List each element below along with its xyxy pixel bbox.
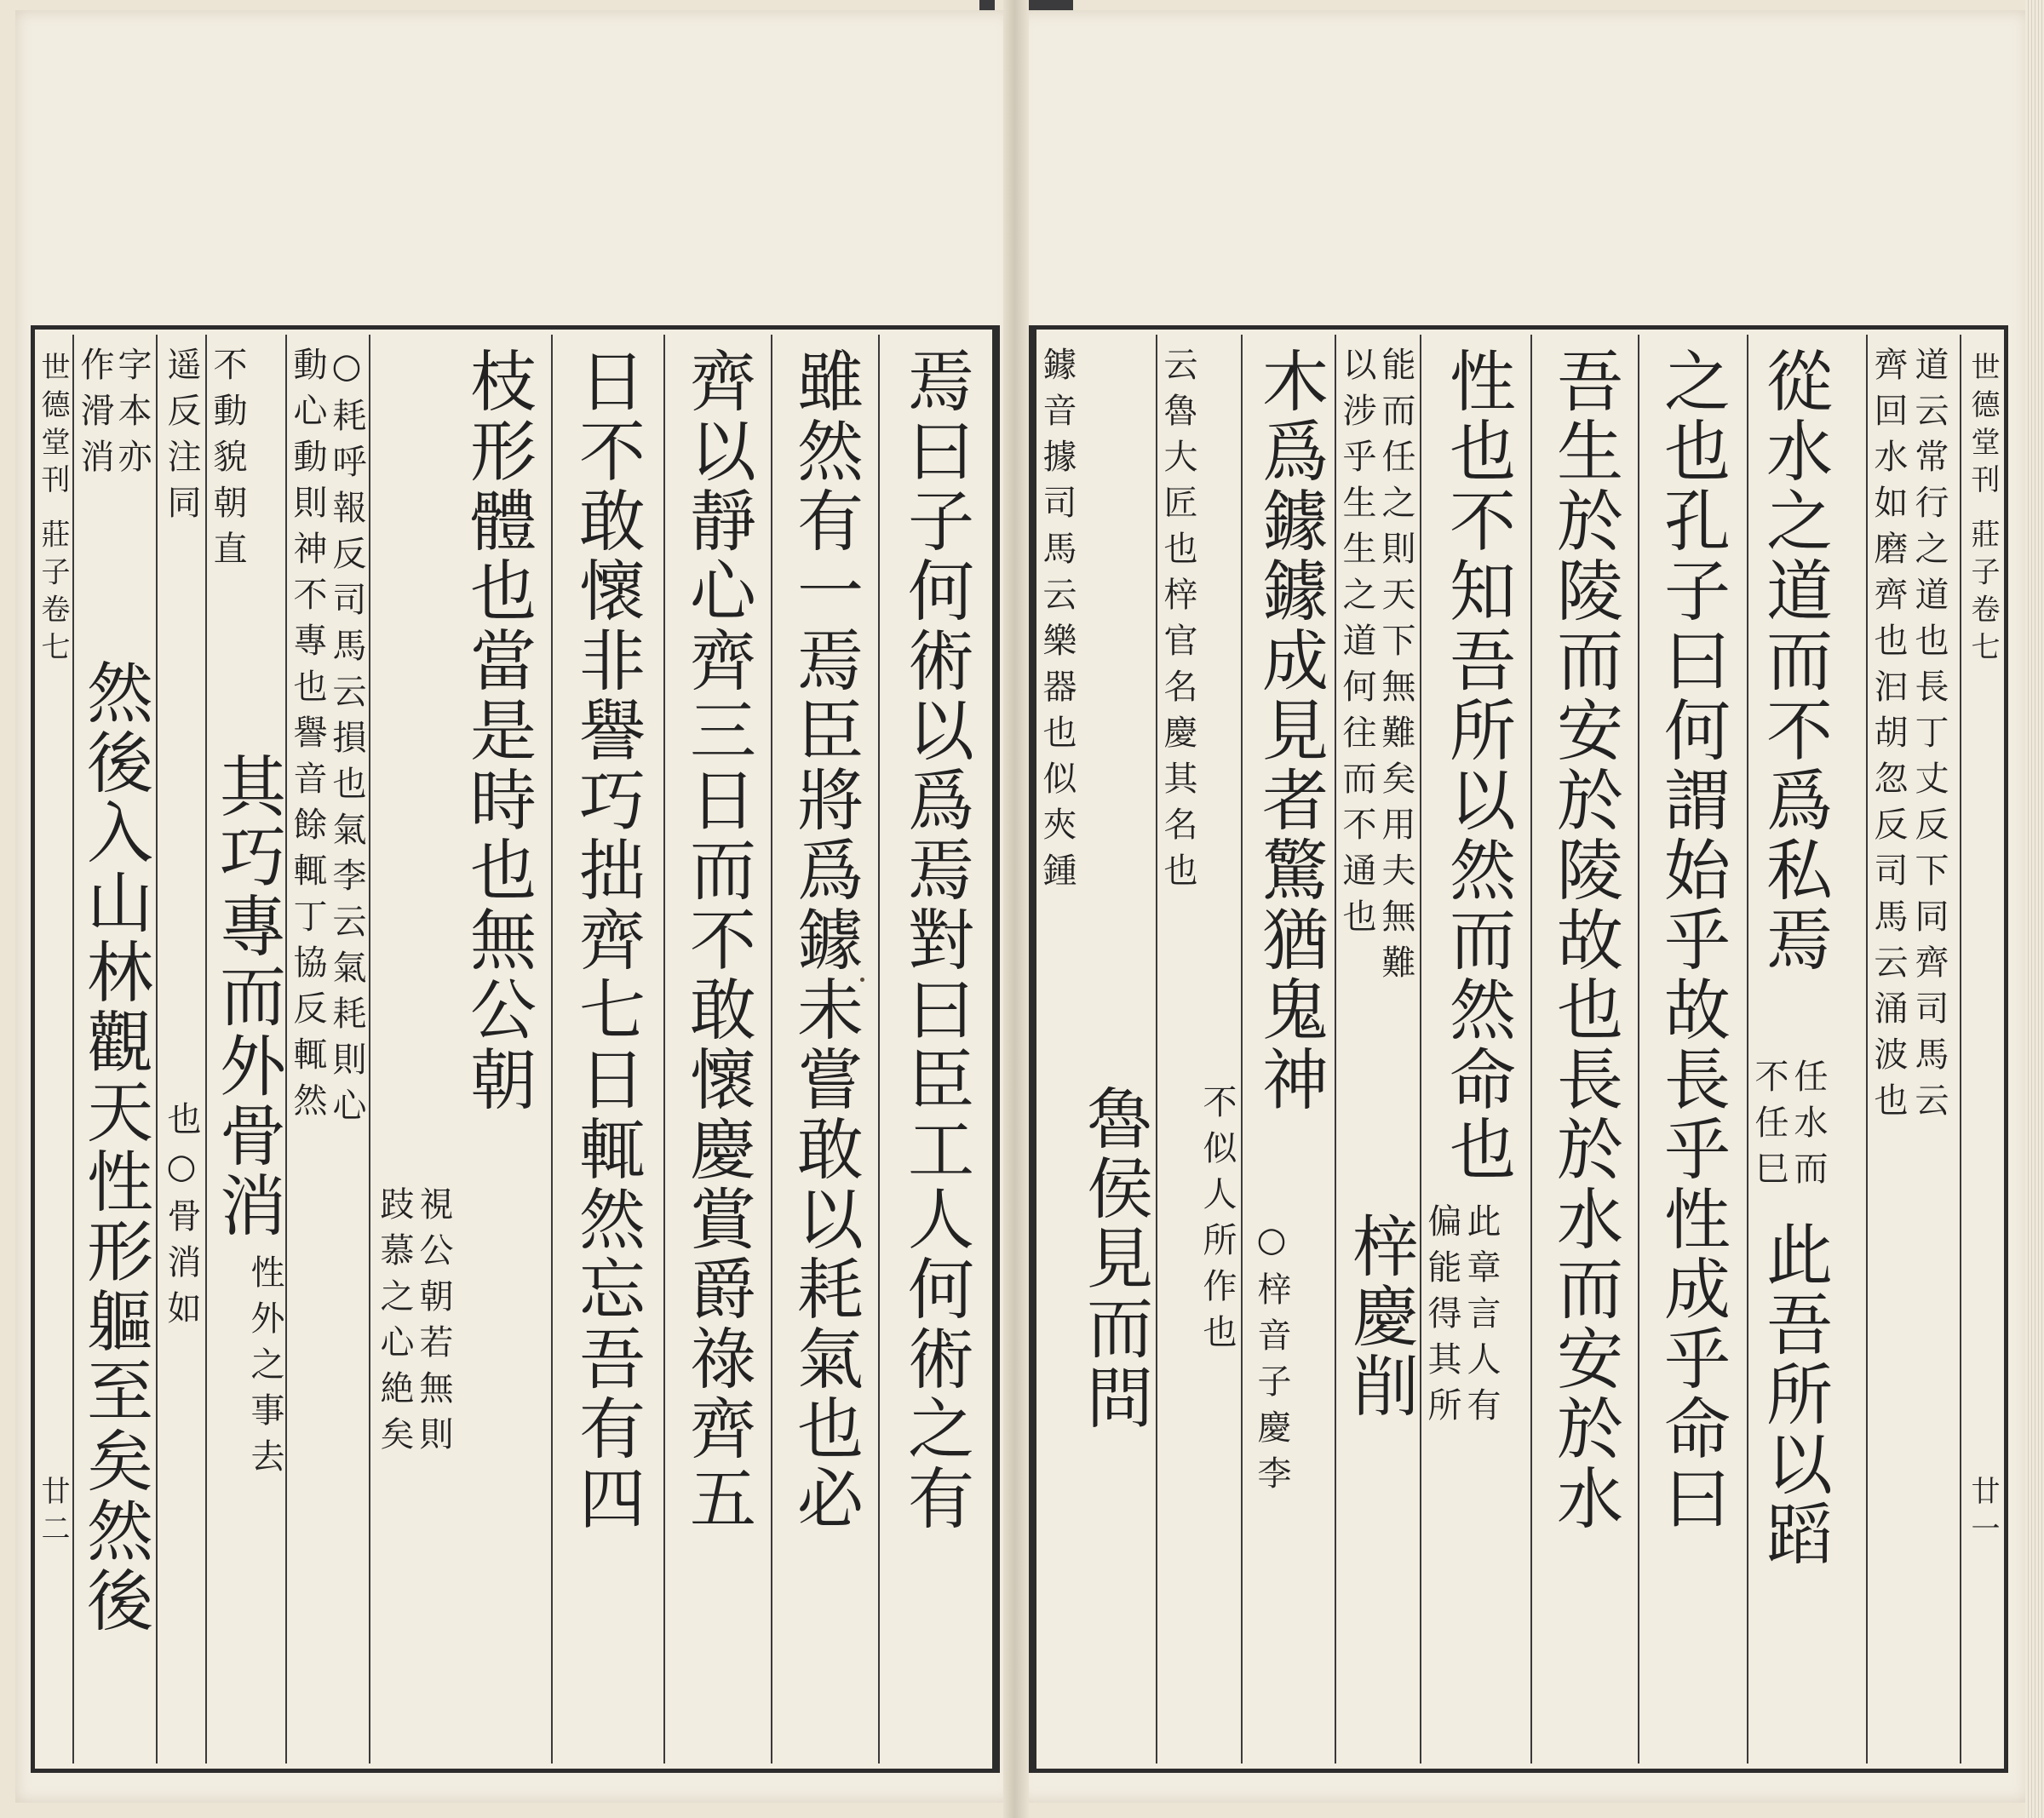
note-text: 此章言人有	[1461, 1203, 1501, 1433]
right-column-12	[1241, 335, 1335, 1764]
note-text: 道云常行之道也長丁丈反下同齊司馬云	[1909, 347, 1949, 1128]
left-margin-column	[35, 335, 72, 1764]
note-text: 作滑消	[75, 347, 114, 485]
main-text: 焉曰子何術以爲焉對曰臣工人何術之有	[897, 347, 973, 1534]
left-column-12	[72, 335, 156, 1764]
right-column-13	[1156, 335, 1241, 1764]
left-column-11	[156, 335, 205, 1764]
note-text: 以涉乎生生之道何往而不通也	[1337, 347, 1376, 944]
right-column-6	[1747, 335, 1866, 1764]
main-text: 梓慶削	[1341, 1212, 1418, 1421]
left-column-9	[285, 335, 369, 1764]
right-column-14	[1036, 335, 1156, 1764]
note-text: 不似人所作也	[1197, 1084, 1237, 1360]
main-text: 木爲鐻鐻成見者驚猶鬼神	[1251, 347, 1328, 1115]
note-text: 動心動則神不專也譽音餘輒丁協反輒然	[288, 347, 327, 1128]
right-margin-label: 世德堂刊 莊子卷七	[1966, 352, 2000, 669]
main-text: 雖然有一焉臣將爲鐻未嘗敢以耗氣也必	[786, 347, 863, 1534]
note-text: 遥反注同	[162, 347, 201, 530]
left-column-8	[369, 335, 551, 1764]
right-text-frame	[1029, 325, 2008, 1773]
note-text: 不任巳	[1749, 1058, 1788, 1196]
note-text: 視公朝若無則	[414, 1186, 453, 1462]
note-text: ○梓音子慶李	[1252, 1220, 1291, 1501]
main-text: 魯侯見而問	[1076, 1084, 1152, 1433]
main-text: 此吾所以蹈	[1755, 1220, 1832, 1569]
note-text: 偏能得其所	[1422, 1203, 1461, 1433]
main-text: 日不敢懷非譽巧拙齊七日輒然忘吾有四	[568, 347, 645, 1534]
right-margin-column	[1960, 335, 2004, 1764]
right-column-9	[1420, 335, 1530, 1764]
note-text: 性外之事去	[245, 1254, 284, 1484]
left-column-1	[878, 335, 993, 1764]
note-text: 齊回水如磨齊也汩胡忽反司馬云涌波也	[1869, 347, 1908, 1128]
main-text: 其巧專而外骨消	[209, 752, 285, 1241]
note-text: 也○骨消如	[162, 1101, 201, 1336]
left-folio: 廿二	[36, 1476, 70, 1551]
note-text: ○耗呼報反司馬云損也氣李云氣耗則心	[327, 347, 366, 1133]
left-text-frame	[31, 325, 1000, 1773]
main-text: 性也不知吾所以然而然命也	[1438, 347, 1515, 1184]
note-text: 云魯大匠也梓官名慶其名也	[1158, 347, 1197, 898]
note-text: 跂慕之心絶矣	[375, 1186, 414, 1462]
right-column-7	[1638, 335, 1747, 1764]
left-column-4	[551, 335, 663, 1764]
note-text: 字本亦	[112, 347, 152, 485]
note-text: 任水而	[1788, 1058, 1828, 1196]
page-fore-edges	[2025, 0, 2044, 1818]
left-column-3	[663, 335, 771, 1764]
main-text: 然後入山林觀天性形軀至矣然後	[76, 658, 152, 1636]
right-column-8	[1530, 335, 1638, 1764]
right-column-11	[1335, 335, 1420, 1764]
right-column-5	[1866, 335, 1960, 1764]
note-text: 能而任之則天下無難矣用夫無難	[1376, 347, 1415, 990]
main-text: 齊以靜心齊三日而不敢懷慶賞爵祿齊五	[679, 347, 755, 1534]
main-text: 之也孔子曰何謂始乎故長乎性成乎命曰	[1653, 347, 1730, 1534]
left-column-2	[771, 335, 878, 1764]
left-margin-label: 世德堂刊 莊子卷七	[36, 352, 70, 669]
left-column-10	[205, 335, 285, 1764]
main-text: 枝形體也當是時也無公朝	[459, 347, 536, 1115]
main-text: 吾生於陵而安於陵故也長於水而安於水	[1546, 347, 1622, 1534]
right-folio: 廿一	[1966, 1476, 2000, 1551]
note-text: 不動貌朝直	[208, 347, 247, 576]
note-text: 鐻音據司馬云樂器也似夾鍾	[1037, 347, 1077, 898]
book-gutter	[1003, 0, 1029, 1818]
main-text: 從水之道而不爲私焉	[1755, 347, 1832, 975]
